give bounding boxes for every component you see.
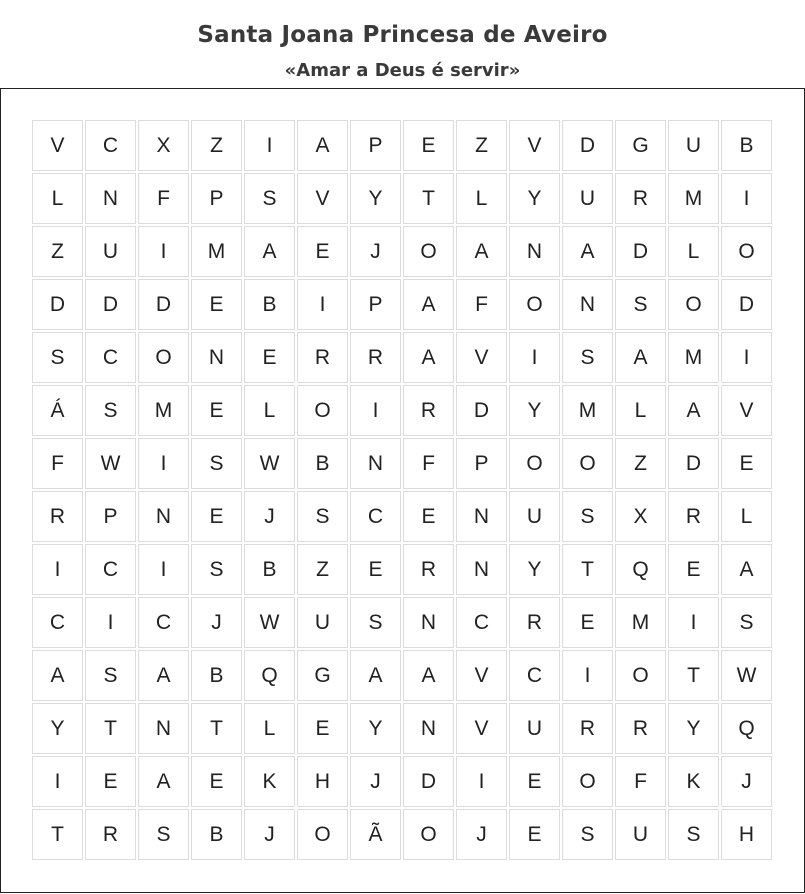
letter-cell[interactable]: T bbox=[403, 173, 454, 224]
letter-cell[interactable]: J bbox=[721, 756, 772, 807]
letter-cell[interactable]: V bbox=[509, 120, 560, 171]
letter-cell[interactable]: U bbox=[85, 226, 136, 277]
letter-cell[interactable]: U bbox=[615, 809, 666, 860]
letter-cell[interactable]: D bbox=[721, 279, 772, 330]
letter-cell[interactable]: A bbox=[403, 279, 454, 330]
letter-cell[interactable]: R bbox=[403, 544, 454, 595]
letter-cell[interactable]: D bbox=[668, 438, 719, 489]
letter-cell[interactable]: A bbox=[721, 544, 772, 595]
letter-cell[interactable]: J bbox=[244, 809, 295, 860]
letter-cell[interactable]: C bbox=[32, 597, 83, 648]
letter-cell[interactable]: B bbox=[297, 438, 348, 489]
letter-cell[interactable]: M bbox=[615, 597, 666, 648]
letter-cell[interactable]: Y bbox=[509, 385, 560, 436]
letter-cell[interactable]: E bbox=[509, 809, 560, 860]
letter-cell[interactable]: F bbox=[403, 438, 454, 489]
letter-cell[interactable]: X bbox=[138, 120, 189, 171]
letter-cell[interactable]: S bbox=[721, 597, 772, 648]
letter-cell[interactable]: T bbox=[85, 703, 136, 754]
letter-cell[interactable]: S bbox=[562, 332, 613, 383]
letter-cell[interactable]: E bbox=[509, 756, 560, 807]
letter-cell[interactable]: Z bbox=[615, 438, 666, 489]
letter-cell[interactable]: Ã bbox=[350, 809, 401, 860]
letter-cell[interactable]: V bbox=[456, 703, 507, 754]
letter-cell[interactable]: Y bbox=[350, 173, 401, 224]
letter-cell[interactable]: F bbox=[615, 756, 666, 807]
letter-cell[interactable]: O bbox=[297, 385, 348, 436]
letter-cell[interactable]: O bbox=[403, 809, 454, 860]
letter-cell[interactable]: D bbox=[615, 226, 666, 277]
letter-cell[interactable]: A bbox=[615, 332, 666, 383]
letter-cell[interactable]: I bbox=[138, 226, 189, 277]
letter-cell[interactable]: S bbox=[191, 438, 242, 489]
letter-cell[interactable]: V bbox=[456, 650, 507, 701]
letter-cell[interactable]: D bbox=[32, 279, 83, 330]
letter-cell[interactable]: I bbox=[721, 332, 772, 383]
letter-cell[interactable]: X bbox=[615, 491, 666, 542]
letter-cell[interactable]: J bbox=[350, 226, 401, 277]
letter-cell[interactable]: R bbox=[615, 173, 666, 224]
letter-cell[interactable]: I bbox=[85, 597, 136, 648]
letter-cell[interactable]: L bbox=[244, 385, 295, 436]
letter-cell[interactable]: D bbox=[562, 120, 613, 171]
letter-cell[interactable]: Z bbox=[297, 544, 348, 595]
letter-cell[interactable]: Y bbox=[509, 544, 560, 595]
letter-cell[interactable]: I bbox=[32, 756, 83, 807]
letter-cell[interactable]: J bbox=[191, 597, 242, 648]
letter-cell[interactable]: I bbox=[509, 332, 560, 383]
letter-cell[interactable]: N bbox=[191, 332, 242, 383]
letter-cell[interactable]: C bbox=[85, 332, 136, 383]
letter-cell[interactable]: B bbox=[191, 650, 242, 701]
letter-cell[interactable]: K bbox=[668, 756, 719, 807]
letter-cell[interactable]: G bbox=[297, 650, 348, 701]
letter-cell[interactable]: A bbox=[138, 650, 189, 701]
letter-cell[interactable]: R bbox=[85, 809, 136, 860]
letter-cell[interactable]: M bbox=[562, 385, 613, 436]
letter-cell[interactable]: I bbox=[32, 544, 83, 595]
letter-cell[interactable]: Á bbox=[32, 385, 83, 436]
letter-cell[interactable]: F bbox=[138, 173, 189, 224]
letter-cell[interactable]: L bbox=[32, 173, 83, 224]
letter-cell[interactable]: L bbox=[668, 226, 719, 277]
letter-cell[interactable]: O bbox=[509, 279, 560, 330]
letter-cell[interactable]: O bbox=[615, 650, 666, 701]
letter-cell[interactable]: I bbox=[297, 279, 348, 330]
letter-cell[interactable]: W bbox=[85, 438, 136, 489]
letter-cell[interactable]: S bbox=[32, 332, 83, 383]
letter-cell[interactable]: C bbox=[85, 544, 136, 595]
letter-cell[interactable]: S bbox=[562, 491, 613, 542]
letter-cell[interactable]: E bbox=[721, 438, 772, 489]
letter-cell[interactable]: U bbox=[509, 703, 560, 754]
letter-cell[interactable]: P bbox=[456, 438, 507, 489]
letter-cell[interactable]: O bbox=[668, 279, 719, 330]
letter-cell[interactable]: U bbox=[509, 491, 560, 542]
letter-cell[interactable]: E bbox=[85, 756, 136, 807]
letter-cell[interactable]: W bbox=[721, 650, 772, 701]
letter-cell[interactable]: T bbox=[562, 544, 613, 595]
letter-cell[interactable]: D bbox=[138, 279, 189, 330]
letter-cell[interactable]: A bbox=[668, 385, 719, 436]
letter-cell[interactable]: T bbox=[668, 650, 719, 701]
letter-cell[interactable]: R bbox=[32, 491, 83, 542]
letter-cell[interactable]: E bbox=[191, 385, 242, 436]
letter-cell[interactable]: R bbox=[350, 332, 401, 383]
letter-cell[interactable]: V bbox=[721, 385, 772, 436]
letter-cell[interactable]: D bbox=[403, 756, 454, 807]
letter-cell[interactable]: C bbox=[456, 597, 507, 648]
letter-cell[interactable]: A bbox=[244, 226, 295, 277]
letter-cell[interactable]: S bbox=[297, 491, 348, 542]
letter-cell[interactable]: V bbox=[32, 120, 83, 171]
letter-cell[interactable]: N bbox=[85, 173, 136, 224]
letter-cell[interactable]: E bbox=[191, 491, 242, 542]
letter-cell[interactable]: D bbox=[456, 385, 507, 436]
letter-cell[interactable]: W bbox=[244, 597, 295, 648]
puzzle-subtitle: «Amar a Deus é servir» bbox=[284, 60, 521, 81]
letter-cell[interactable]: F bbox=[32, 438, 83, 489]
letter-cell[interactable]: K bbox=[244, 756, 295, 807]
letter-cell[interactable]: M bbox=[668, 332, 719, 383]
letter-cell[interactable]: P bbox=[191, 173, 242, 224]
letter-cell[interactable]: I bbox=[562, 650, 613, 701]
letter-cell[interactable]: R bbox=[615, 703, 666, 754]
letter-cell[interactable]: D bbox=[85, 279, 136, 330]
letter-cell[interactable]: N bbox=[456, 544, 507, 595]
letter-cell[interactable]: B bbox=[191, 809, 242, 860]
letter-cell[interactable]: B bbox=[721, 120, 772, 171]
letter-cell[interactable]: V bbox=[456, 332, 507, 383]
puzzle-title: Santa Joana Princesa de Aveiro bbox=[197, 22, 608, 48]
letter-cell[interactable]: S bbox=[85, 650, 136, 701]
letter-cell[interactable]: N bbox=[138, 703, 189, 754]
letter-cell[interactable]: S bbox=[615, 279, 666, 330]
letter-cell[interactable]: A bbox=[403, 332, 454, 383]
letter-cell[interactable]: N bbox=[350, 438, 401, 489]
letter-cell[interactable]: Z bbox=[456, 120, 507, 171]
letter-cell[interactable]: I bbox=[721, 173, 772, 224]
letter-cell[interactable]: E bbox=[562, 597, 613, 648]
letter-cell[interactable]: Q bbox=[721, 703, 772, 754]
letter-cell[interactable]: J bbox=[456, 809, 507, 860]
letter-cell[interactable]: R bbox=[509, 597, 560, 648]
letter-cell[interactable]: N bbox=[403, 703, 454, 754]
letter-cell[interactable]: Z bbox=[191, 120, 242, 171]
letter-cell[interactable]: W bbox=[244, 438, 295, 489]
letter-cell[interactable]: E bbox=[297, 226, 348, 277]
letter-cell[interactable]: Q bbox=[615, 544, 666, 595]
letter-cell[interactable]: L bbox=[456, 173, 507, 224]
letter-cell[interactable]: U bbox=[668, 120, 719, 171]
letter-cell[interactable]: Y bbox=[32, 703, 83, 754]
letter-cell[interactable]: P bbox=[350, 120, 401, 171]
letter-cell[interactable]: Y bbox=[350, 703, 401, 754]
letter-grid bbox=[32, 120, 772, 860]
letter-cell[interactable]: U bbox=[562, 173, 613, 224]
letter-cell[interactable]: A bbox=[138, 756, 189, 807]
letter-cell[interactable]: E bbox=[350, 544, 401, 595]
letter-cell[interactable]: E bbox=[668, 544, 719, 595]
letter-cell[interactable]: L bbox=[615, 385, 666, 436]
letter-cell[interactable]: U bbox=[297, 597, 348, 648]
letter-cell[interactable]: E bbox=[297, 703, 348, 754]
letter-cell[interactable]: O bbox=[138, 332, 189, 383]
letter-cell[interactable]: L bbox=[721, 491, 772, 542]
letter-cell[interactable]: N bbox=[403, 597, 454, 648]
letter-cell[interactable]: F bbox=[456, 279, 507, 330]
letter-cell[interactable]: N bbox=[456, 491, 507, 542]
letter-cell[interactable]: H bbox=[297, 756, 348, 807]
letter-cell[interactable]: O bbox=[721, 226, 772, 277]
letter-cell[interactable]: S bbox=[191, 544, 242, 595]
letter-cell[interactable]: N bbox=[138, 491, 189, 542]
letter-cell[interactable]: P bbox=[350, 279, 401, 330]
letter-cell[interactable]: H bbox=[721, 809, 772, 860]
letter-cell[interactable]: I bbox=[456, 756, 507, 807]
letter-cell[interactable]: I bbox=[138, 438, 189, 489]
letter-cell[interactable]: O bbox=[509, 438, 560, 489]
letter-cell[interactable]: M bbox=[668, 173, 719, 224]
letter-cell[interactable]: E bbox=[403, 120, 454, 171]
letter-cell[interactable]: A bbox=[562, 226, 613, 277]
letter-cell[interactable]: B bbox=[244, 544, 295, 595]
letter-cell[interactable]: T bbox=[191, 703, 242, 754]
letter-cell[interactable]: N bbox=[509, 226, 560, 277]
letter-cell[interactable]: J bbox=[350, 756, 401, 807]
letter-cell[interactable]: S bbox=[244, 173, 295, 224]
letter-cell[interactable]: I bbox=[668, 597, 719, 648]
letter-cell[interactable]: O bbox=[297, 809, 348, 860]
letter-cell[interactable]: I bbox=[138, 544, 189, 595]
letter-cell[interactable]: M bbox=[138, 385, 189, 436]
letter-cell[interactable]: E bbox=[191, 279, 242, 330]
letter-cell[interactable]: O bbox=[562, 756, 613, 807]
letter-cell[interactable]: C bbox=[350, 491, 401, 542]
letter-cell[interactable]: A bbox=[350, 650, 401, 701]
letter-cell[interactable]: C bbox=[138, 597, 189, 648]
letter-cell[interactable]: M bbox=[191, 226, 242, 277]
letter-cell[interactable]: A bbox=[456, 226, 507, 277]
letter-cell[interactable]: R bbox=[668, 491, 719, 542]
letter-cell[interactable]: Q bbox=[244, 650, 295, 701]
letter-cell[interactable]: I bbox=[350, 385, 401, 436]
letter-cell[interactable]: R bbox=[562, 703, 613, 754]
letter-cell[interactable]: S bbox=[668, 809, 719, 860]
letter-cell[interactable]: R bbox=[297, 332, 348, 383]
letter-cell[interactable]: L bbox=[244, 703, 295, 754]
letter-cell[interactable]: Z bbox=[32, 226, 83, 277]
letter-cell[interactable]: A bbox=[297, 120, 348, 171]
letter-cell[interactable]: O bbox=[403, 226, 454, 277]
letter-cell[interactable]: N bbox=[562, 279, 613, 330]
letter-cell[interactable]: O bbox=[562, 438, 613, 489]
letter-cell[interactable]: A bbox=[403, 650, 454, 701]
letter-cell[interactable]: P bbox=[85, 491, 136, 542]
letter-cell[interactable]: R bbox=[403, 385, 454, 436]
letter-cell[interactable]: J bbox=[244, 491, 295, 542]
letter-cell[interactable]: C bbox=[509, 650, 560, 701]
letter-cell[interactable]: Y bbox=[668, 703, 719, 754]
letter-cell[interactable]: G bbox=[615, 120, 666, 171]
letter-cell[interactable]: V bbox=[297, 173, 348, 224]
letter-cell[interactable]: E bbox=[244, 332, 295, 383]
letter-cell[interactable]: E bbox=[403, 491, 454, 542]
letter-cell[interactable]: S bbox=[350, 597, 401, 648]
letter-cell[interactable]: E bbox=[191, 756, 242, 807]
word-search-board bbox=[0, 88, 805, 893]
letter-cell[interactable]: S bbox=[138, 809, 189, 860]
letter-cell[interactable]: S bbox=[85, 385, 136, 436]
letter-cell[interactable]: A bbox=[32, 650, 83, 701]
letter-cell[interactable]: Y bbox=[509, 173, 560, 224]
letter-cell[interactable]: I bbox=[244, 120, 295, 171]
letter-cell[interactable]: T bbox=[32, 809, 83, 860]
letter-cell[interactable]: S bbox=[562, 809, 613, 860]
letter-cell[interactable]: C bbox=[85, 120, 136, 171]
letter-cell[interactable]: B bbox=[244, 279, 295, 330]
